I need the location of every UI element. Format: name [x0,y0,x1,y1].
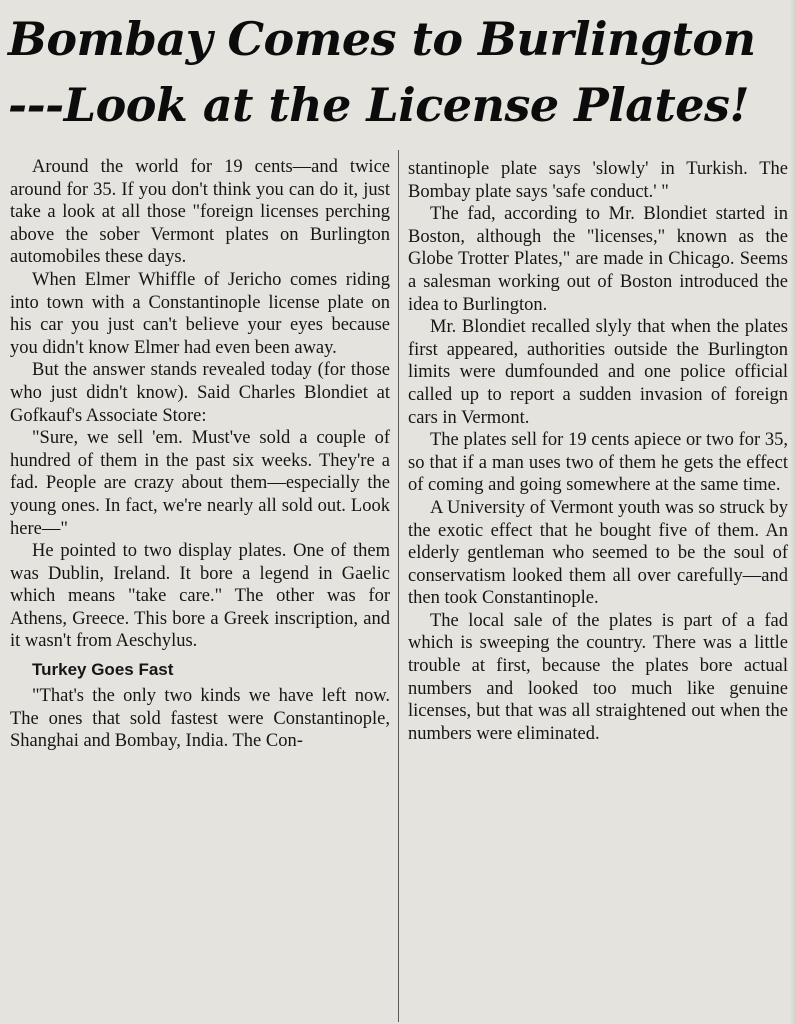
headline-line-2: ---Look at the License Plates! [8,78,750,132]
article-paragraph-continued: stantinople plate says 'slowly' in Turkish. The Bombay plate says 'safe conduct.' " [408,159,788,202]
article-paragraph: But the answer stands revealed today (for those who just didn't know). Said Charles Blondiet at Gofkauf's Associate Store: [10,360,390,426]
column-divider [398,150,399,1022]
article-paragraph: The plates sell for 19 cents apiece or two for 35, so that if a man uses two of them he gets the effect of coming and going somewhere at the same time. [408,430,788,496]
article-paragraph: A University of Vermont youth was so struck by the exotic effect that he bought five of them. An elderly gentleman who seemed to be the soul of conservatism looked them all over carefully—and then took Constantinople. [408,497,788,609]
article-paragraph: The local sale of the plates is part of a fad which is sweeping the country. There was a little trouble at first, because the plates bore actual numbers and looked too much like genuine licenses, but that was all straightened out when the numbers were eliminated. [408,610,788,744]
article-paragraph: Around the world for 19 cents—and twice around for 35. If you don't think you can do it, just take a look at all those "foreign licenses perching above the sober Vermont plates on Burlington automobiles these days. [10,157,390,268]
right-column [408,158,788,745]
headline [8,6,788,138]
article-paragraph: Mr. Blondiet recalled slyly that when the plates first appeared, authorities outside the Burlington limits were dumfounded and one police official called up to report a sudden invasion of foreign cars in Vermont. [408,317,788,428]
headline-line-1: Bombay Comes to Burlington [8,12,756,66]
article-paragraph: When Elmer Whiffle of Jericho comes riding into town with a Constantinople license plate on his car you just can't believe your eyes because you didn't know Elmer had even been away. [10,269,390,358]
section-subhead: Turkey Goes Fast [32,660,174,680]
article-paragraph: The fad, according to Mr. Blondiet started in Boston, although the "licenses," known as the Globe Trotter Plates," are made in Chicago. Seems a salesman working out of Boston introduced the idea to Burlington. [408,204,788,315]
page-edge-shadow [790,0,796,1024]
article-paragraph: He pointed to two display plates. One of them was Dublin, Ireland. It bore a legend in Gaelic which means "take care." The other was for Athens, Greece. This bore a Greek inscription, and it wasn't from Aeschylus. [10,541,390,652]
left-column [10,156,390,753]
article-paragraph: "Sure, we sell 'em. Must've sold a couple of hundred of them in the past six weeks. They're a fad. People are crazy about them—especially the young ones. In fact, we're nearly all sold out. Look here—" [10,428,390,539]
article-paragraph: "That's the only two kinds we have left now. The ones that sold fastest were Constantinople, Shanghai and Bombay, India. The Con- [10,686,390,752]
